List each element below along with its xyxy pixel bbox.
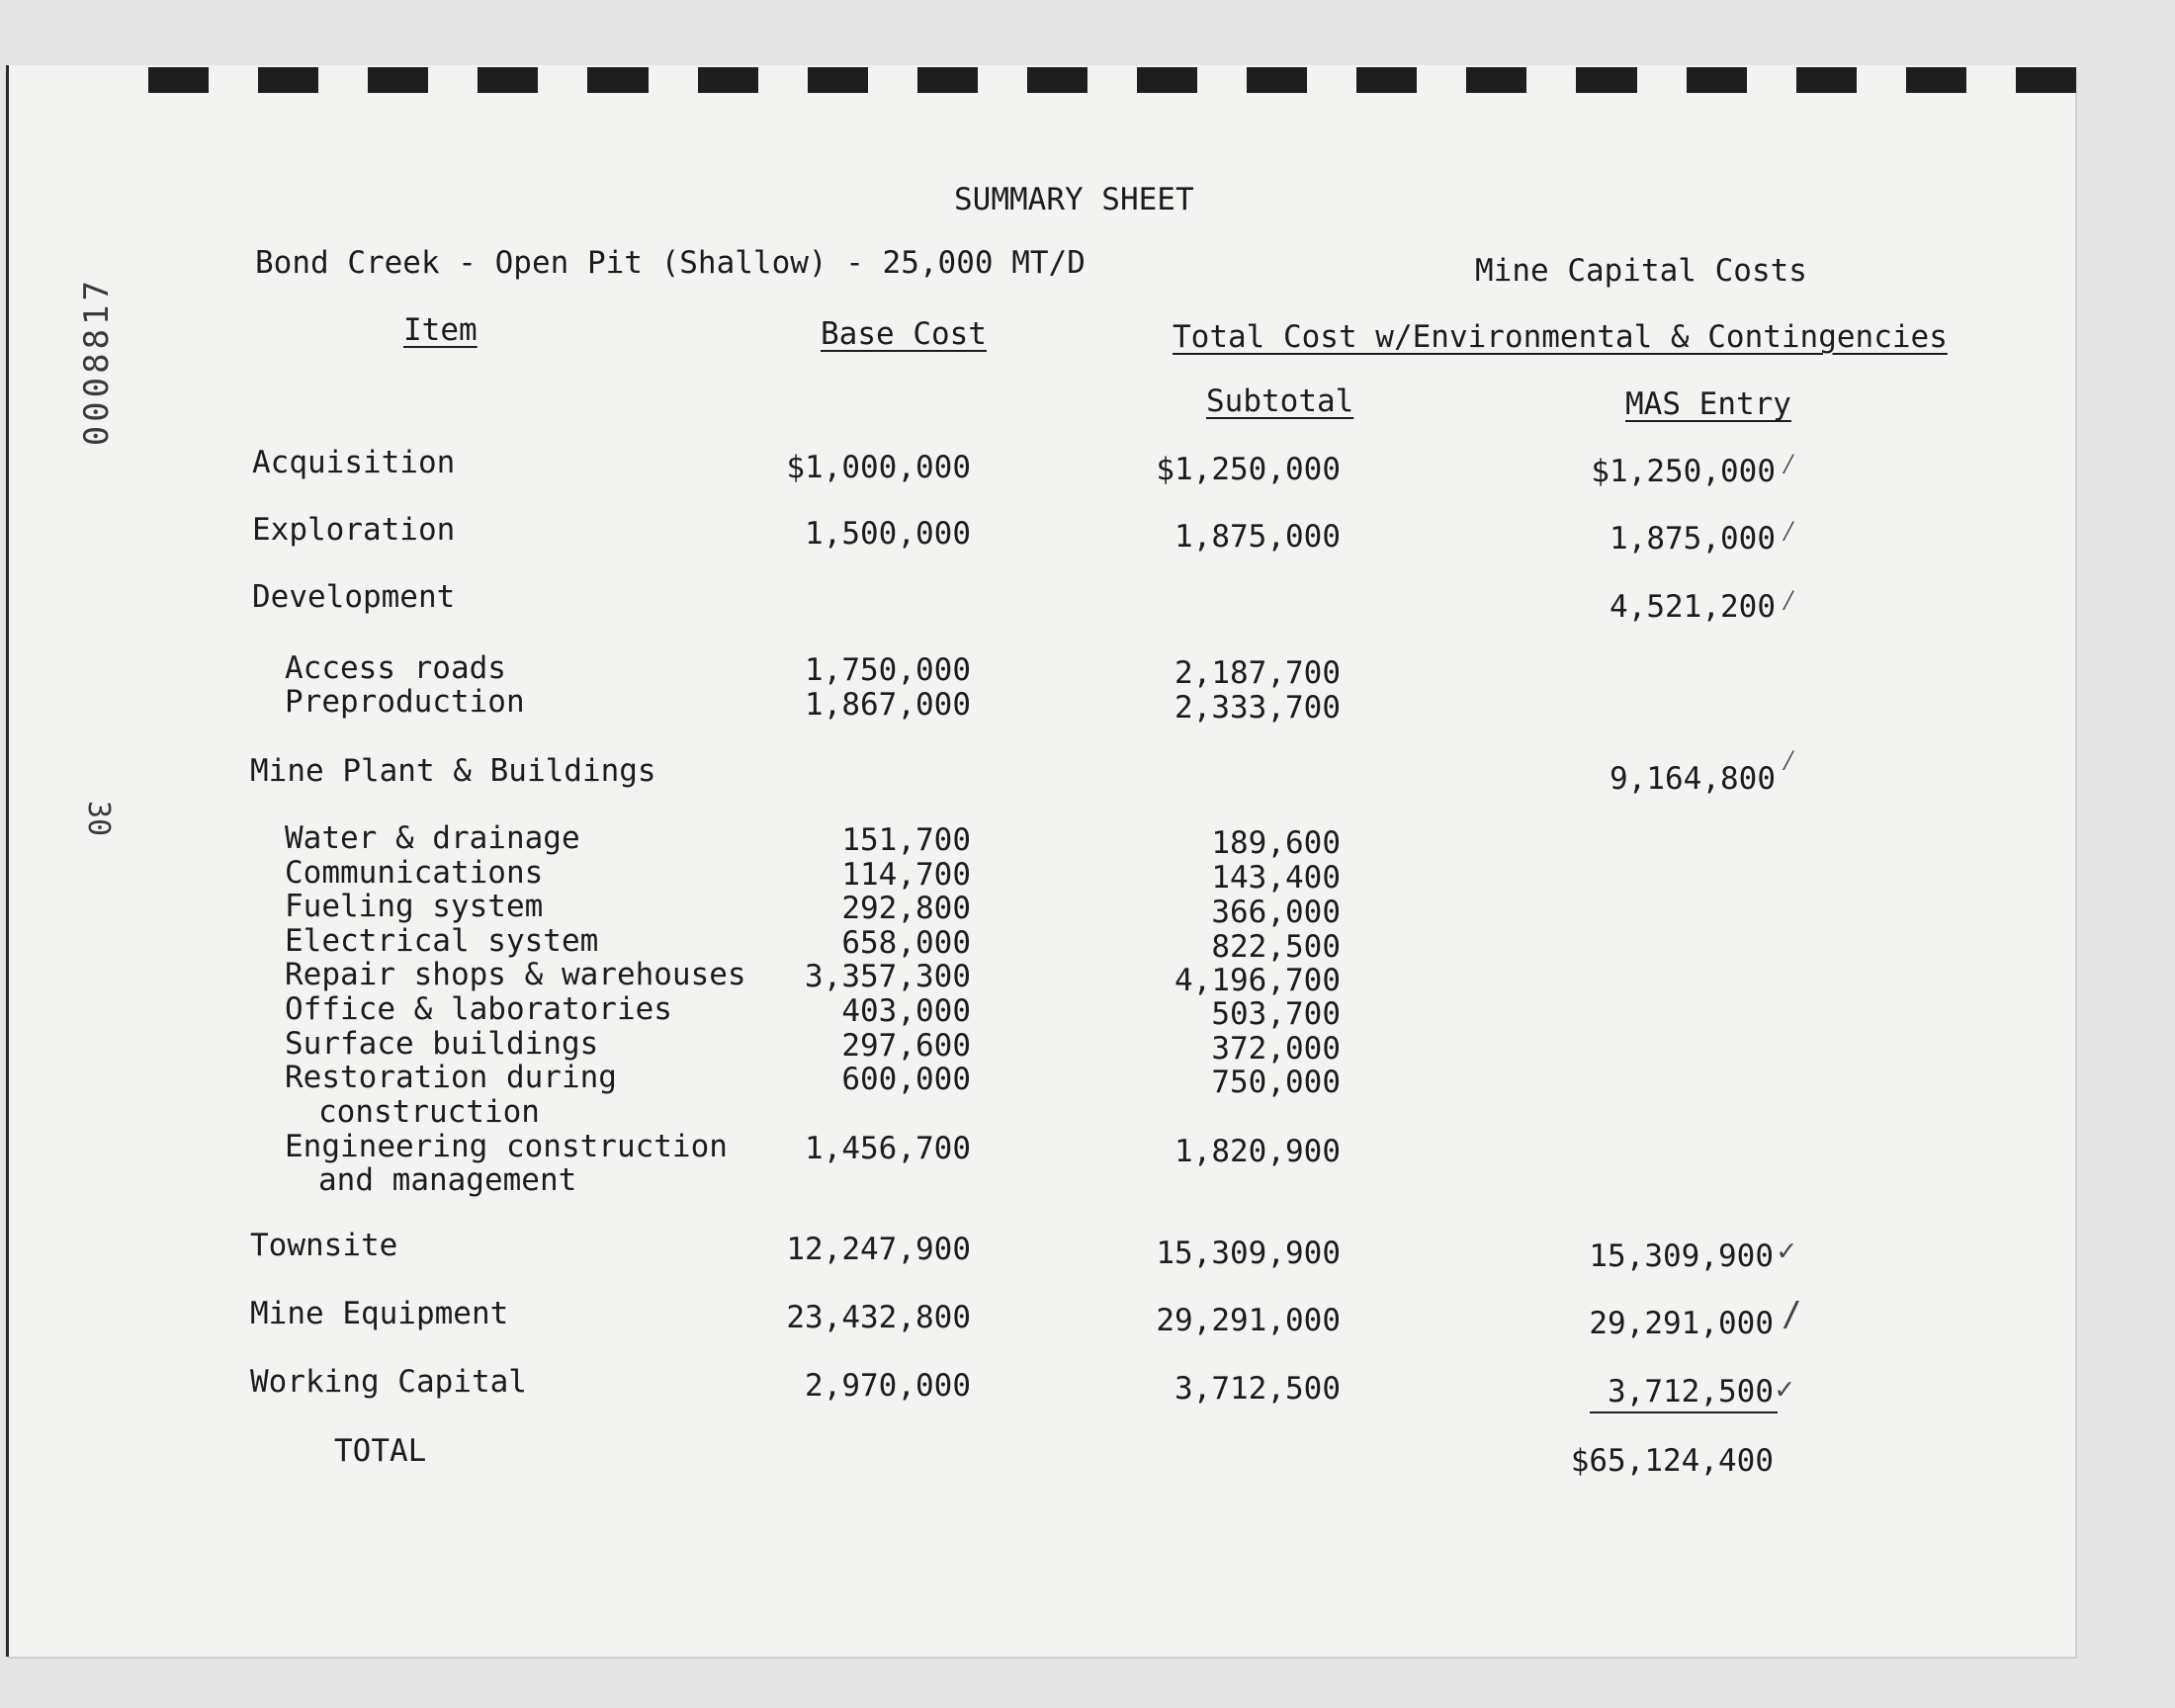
binding-hole: [917, 67, 978, 93]
row-label: Working Capital: [250, 1364, 527, 1400]
binding-hole: [1466, 67, 1526, 93]
row-label: Restoration during: [285, 1060, 617, 1095]
binding-hole: [1687, 67, 1747, 93]
subtotal-value: 2,333,700: [1174, 690, 1341, 726]
row-label: Mine Equipment: [250, 1296, 509, 1331]
subtotal-value: 1,820,900: [1174, 1134, 1341, 1169]
subtotal-value: 143,400: [1211, 860, 1341, 896]
spiral-binding-holes: [40, 67, 2076, 93]
binding-hole: [1247, 67, 1307, 93]
row-label: Repair shops & warehouses: [285, 957, 746, 992]
mas-entry-value: 29,291,000: [1589, 1306, 1774, 1341]
mas-entry-value: $1,250,000: [1591, 454, 1776, 489]
binding-hole: [2016, 67, 2076, 93]
base-cost-value: 114,700: [841, 857, 971, 893]
binding-hole: [368, 67, 428, 93]
base-cost-value: 1,500,000: [805, 516, 971, 552]
base-cost-value: 12,247,900: [786, 1232, 971, 1267]
row-label: Acquisition: [252, 445, 456, 480]
row-label: Communications: [285, 855, 544, 891]
subtotal-value: 15,309,900: [1156, 1236, 1341, 1271]
base-cost-value: 151,700: [841, 822, 971, 858]
row-label: Surface buildings: [285, 1026, 599, 1062]
binding-hole: [808, 67, 868, 93]
subtotal-value: 4,196,700: [1174, 963, 1341, 998]
checkmark-icon: ⁄: [1780, 583, 1798, 618]
mas-entry-value: 3,712,500: [1608, 1374, 1774, 1409]
row-label: Exploration: [252, 512, 456, 548]
row-label: Office & laboratories: [285, 991, 672, 1027]
document-control-number: 0008817: [77, 277, 117, 447]
row-label: Access roads: [285, 650, 506, 686]
base-cost-value: 600,000: [841, 1062, 971, 1097]
base-cost-value: 292,800: [841, 891, 971, 926]
subtotal-value: 503,700: [1211, 996, 1341, 1032]
page-title: SUMMARY SHEET: [954, 182, 1194, 217]
subtotal-value: 29,291,000: [1156, 1303, 1341, 1338]
row-label: Townsite: [250, 1228, 398, 1263]
subtotal-value: 372,000: [1211, 1031, 1341, 1067]
column-header-base-cost: Base Cost: [821, 316, 987, 352]
section-heading: Mine Capital Costs: [1475, 253, 1807, 289]
document-subtitle: Bond Creek - Open Pit (Shallow) - 25,000 MT/D: [255, 245, 1086, 281]
binding-hole: [1906, 67, 1966, 93]
base-cost-value: 658,000: [841, 925, 971, 961]
row-label: Fueling system: [285, 889, 544, 924]
base-cost-value: 1,750,000: [805, 652, 971, 688]
checkmark-icon: ⁄: [1780, 743, 1798, 778]
mas-entry-value: 9,164,800: [1610, 761, 1776, 797]
base-cost-value: 403,000: [841, 993, 971, 1029]
row-label: Water & drainage: [285, 820, 580, 856]
mas-entry-value: 15,309,900: [1589, 1238, 1774, 1274]
base-cost-value: 1,456,700: [805, 1131, 971, 1166]
binding-hole: [258, 67, 318, 93]
binding-hole: [478, 67, 538, 93]
checkmark-icon: ✓: [1778, 1234, 1796, 1268]
base-cost-value: 3,357,300: [805, 959, 971, 994]
total-value: $65,124,400: [1570, 1443, 1774, 1479]
binding-hole: [698, 67, 758, 93]
base-cost-value: 297,600: [841, 1028, 971, 1064]
checkmark-icon: ⁄: [1780, 514, 1798, 549]
column-header-item: Item: [403, 312, 478, 348]
column-header-total-cost: Total Cost w/Environmental & Contingencies: [1173, 319, 1948, 355]
page-number: 30: [81, 801, 116, 837]
mas-entry-value: 1,875,000: [1610, 521, 1776, 556]
binding-hole: [587, 67, 648, 93]
subtotal-value: 2,187,700: [1174, 655, 1341, 691]
mas-entry-value: 4,521,200: [1610, 589, 1776, 625]
row-label: Engineering construction: [285, 1129, 728, 1164]
base-cost-value: 23,432,800: [786, 1300, 971, 1335]
binding-hole: [1576, 67, 1636, 93]
row-label-continued: construction: [318, 1094, 540, 1130]
subtotal-value: 1,875,000: [1174, 519, 1341, 555]
row-label: Electrical system: [285, 923, 599, 959]
subtotal-value: 366,000: [1211, 895, 1341, 930]
binding-hole: [1356, 67, 1417, 93]
binding-hole: [1796, 67, 1857, 93]
subtotal-value: 3,712,500: [1174, 1371, 1341, 1407]
binding-hole: [148, 67, 209, 93]
checkmark-icon: ⁄: [1780, 447, 1798, 481]
column-header-mas-entry: MAS Entry: [1625, 386, 1791, 422]
base-cost-value: $1,000,000: [786, 450, 971, 485]
subtotal-value: 750,000: [1211, 1065, 1341, 1100]
total-label: TOTAL: [334, 1433, 427, 1469]
row-label: Mine Plant & Buildings: [250, 753, 656, 789]
checkmark-icon: /: [1782, 1295, 1802, 1334]
column-header-subtotal: Subtotal: [1206, 384, 1354, 419]
total-underline: [1590, 1411, 1778, 1413]
subtotal-value: 189,600: [1211, 825, 1341, 861]
checkmark-icon: ✓: [1776, 1372, 1794, 1407]
subtotal-value: 822,500: [1211, 929, 1341, 965]
binding-hole: [1027, 67, 1088, 93]
row-label-continued: and management: [318, 1162, 577, 1198]
row-label: Preproduction: [285, 684, 525, 720]
base-cost-value: 2,970,000: [805, 1368, 971, 1404]
binding-hole: [1137, 67, 1197, 93]
subtotal-value: $1,250,000: [1156, 452, 1341, 487]
base-cost-value: 1,867,000: [805, 687, 971, 723]
row-label: Development: [252, 579, 456, 615]
